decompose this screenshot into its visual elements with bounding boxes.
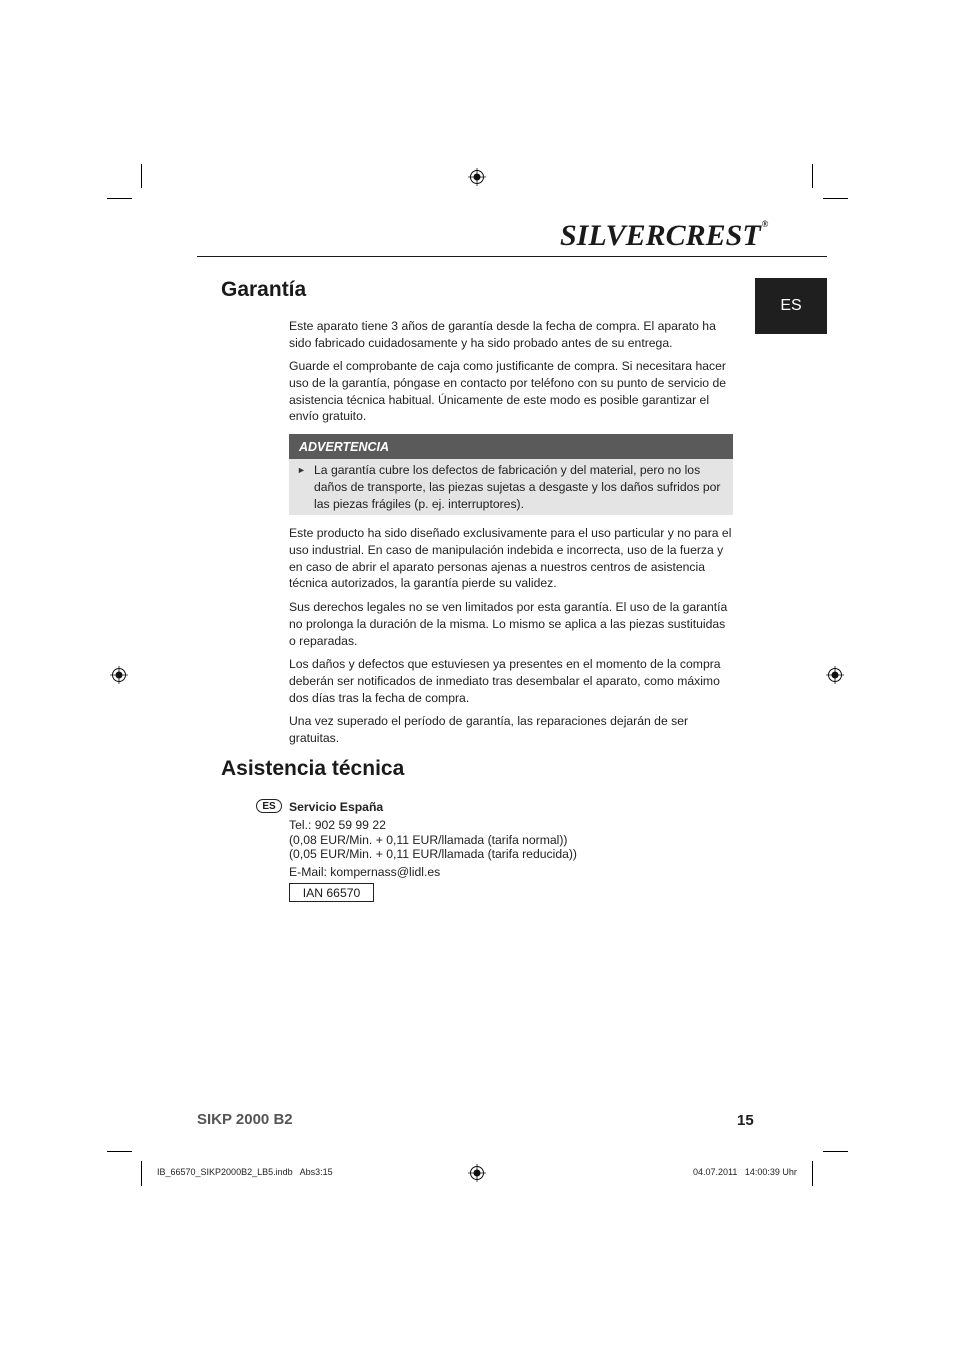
registration-mark-icon (468, 168, 486, 186)
crop-mark (812, 164, 813, 188)
crop-mark (823, 1151, 848, 1152)
service-name: Servicio España (289, 800, 384, 814)
bullet-arrow-icon: ► (297, 465, 306, 475)
warranty-paragraph: Una vez superado el período de garantía, las reparaciones dejarán de ser gratuitas. (289, 714, 689, 745)
warning-box (289, 459, 733, 515)
registration-mark-icon (110, 666, 128, 684)
support-title: Asistencia técnica (221, 757, 405, 780)
country-badge: ES (256, 799, 282, 813)
service-rate-reduced: (0,05 EUR/Min. + 0,11 EUR/llamada (tarifa reducida)) (289, 847, 577, 861)
crop-mark (141, 164, 142, 188)
crop-mark (823, 198, 848, 199)
registration-mark-icon (468, 1164, 486, 1182)
warranty-paragraph: Sus derechos legales no se ven limitados por esta garantía. El uso de la garantía no prolonga la duración de la misma. Lo mismo se aplica a las piezas sustituidas o reparadas. (289, 600, 728, 648)
service-rate-normal: (0,08 EUR/Min. + 0,11 EUR/llamada (tarifa normal)) (289, 833, 568, 847)
ian-box: IAN 66570 (289, 883, 374, 902)
crop-mark (107, 1151, 132, 1152)
language-tab: ES (755, 278, 827, 334)
footer-model: SIKP 2000 B2 (197, 1111, 293, 1128)
print-slug-right: 04.07.2011 14:00:39 Uhr (693, 1167, 797, 1177)
warning-heading: ADVERTENCIA (289, 434, 733, 459)
header-rule (197, 256, 827, 257)
warranty-title: Garantía (221, 278, 307, 301)
warning-text: La garantía cubre los defectos de fabricación y del material, pero no los daños de transporte, las piezas sujetas a desgaste y los daños sufridos por las piezas frágiles (p. ej. interruptores). (314, 463, 721, 511)
registration-mark-icon (826, 666, 844, 684)
print-slug-left: IB_66570_SIKP2000B2_LB5.indb Abs3:15 (157, 1167, 333, 1177)
warranty-paragraph: Guarde el comprobante de caja como justificante de compra. Si necesitara hacer uso de la garantía, póngase en contacto por teléfono con su punto de servicio de asistencia técnica habitual. Únicamente de este modo es posible garantizar el envío gratuito. (289, 359, 727, 424)
crop-mark (812, 1161, 813, 1186)
crop-mark (141, 1161, 142, 1186)
warranty-paragraph: Este aparato tiene 3 años de garantía desde la fecha de compra. El aparato ha sido fabricado cuidadosamente y ha sido probado antes de su entrega. (289, 319, 716, 350)
crop-mark (107, 198, 132, 199)
service-phone: Tel.: 902 59 99 22 (289, 818, 386, 832)
page-number: 15 (737, 1112, 754, 1129)
service-email: E-Mail: kompernass@lidl.es (289, 865, 441, 879)
brand-logo: SILVERCREST® (560, 219, 769, 252)
warranty-paragraph: Este producto ha sido diseñado exclusivamente para el uso particular y no para el uso industrial. En caso de manipulación indebida e incorrecta, uso de la fuerza y en caso de abrir el aparato personas ajenas a nuestros centros de asistencia técnica autorizados, la garantía pierde su validez. (289, 526, 732, 591)
warranty-paragraph: Los daños y defectos que estuviesen ya presentes en el momento de la compra deberán ser notificados de inmediato tras desembalar el aparato, como máximo dos días tras la fecha de compra. (289, 657, 721, 705)
